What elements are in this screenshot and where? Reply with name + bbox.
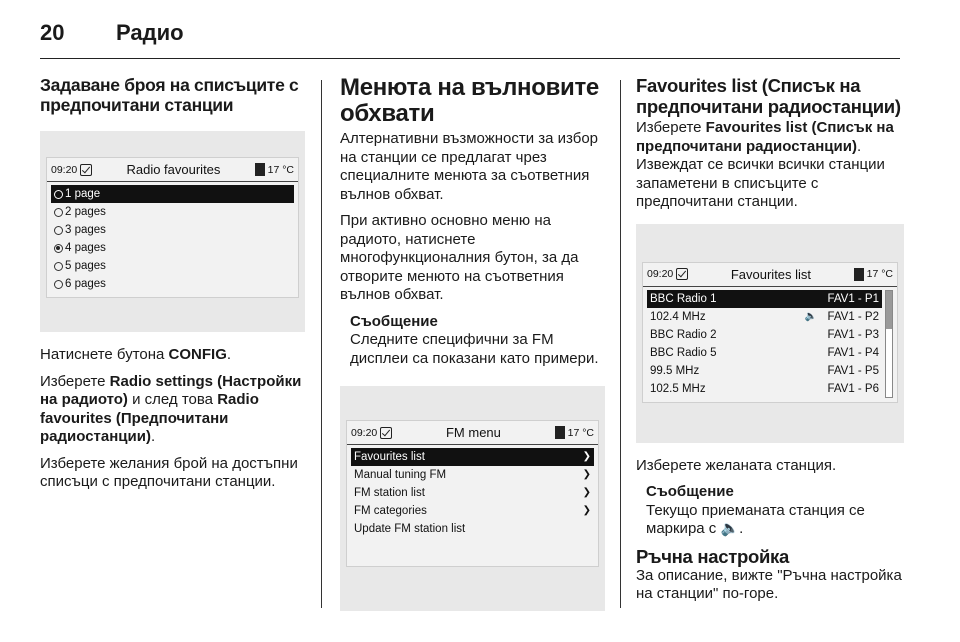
- thermometer-icon: [854, 268, 864, 281]
- thermometer-icon: [555, 426, 565, 439]
- display-screen: [46, 157, 299, 298]
- screen-time: 09:20: [647, 268, 674, 280]
- menu-item[interactable]: FM station list ❯: [351, 484, 594, 502]
- screen-title: Radio favourites: [126, 162, 221, 177]
- radio-icon: [54, 226, 63, 235]
- scrollbar[interactable]: [885, 290, 893, 398]
- column-1: [40, 75, 305, 500]
- radio-icon: [54, 280, 63, 289]
- menu-item[interactable]: FM categories ❯: [351, 502, 594, 520]
- column-divider: [620, 80, 621, 608]
- list-item[interactable]: 3 pages: [51, 221, 294, 239]
- screen-status-bar: [47, 158, 298, 182]
- note-text: Следните специфични за FM дисплеи са показани като примери.: [350, 331, 599, 367]
- station-row[interactable]: BBC Radio 5 FAV1 - P4: [650, 346, 879, 359]
- station-row[interactable]: 102.5 MHz FAV1 - P6: [650, 382, 879, 395]
- speaker-icon: 🔈: [720, 520, 740, 537]
- scrollbar-thumb[interactable]: [886, 291, 892, 329]
- station-row[interactable]: 99.5 MHz FAV1 - P5: [650, 364, 879, 377]
- section-heading-favourites-count: Задаване броя на списъците с предпочитани станции: [40, 75, 299, 115]
- paragraph: При активно основно меню на радиото, натиснете многофункционалния бутон, за да отворите менюто на съответния вълнов обхват.: [340, 212, 579, 303]
- note-box: [636, 483, 904, 539]
- menu-item[interactable]: Manual tuning FM ❯: [351, 466, 594, 484]
- radio-icon: [54, 262, 63, 271]
- column-3: [636, 75, 904, 612]
- thermometer-icon: [255, 163, 265, 176]
- check-icon: [380, 427, 392, 439]
- section-heading-manual-tuning: Ръчна настройка: [636, 545, 790, 567]
- list-item[interactable]: 2 pages: [51, 203, 294, 221]
- section-title: Радио: [116, 20, 184, 45]
- paragraph: Изберете Favourites list (Списък на предпочитани радиостанции). Извеждат се всички всички станции запаметени в списъците с предпочитани станции.: [636, 119, 894, 210]
- screen-status-bar: [643, 263, 897, 287]
- chevron-right-icon: ❯: [582, 469, 591, 480]
- screen-status-bar: [347, 421, 598, 445]
- paragraph: За описание, вижте "Ръчна настройка на станции" по-горе.: [636, 566, 902, 602]
- list-item[interactable]: 4 pages: [51, 239, 294, 257]
- note-box: [340, 313, 605, 369]
- section-heading-band-menus: Менюта на вълновите обхвати: [340, 74, 599, 127]
- chevron-right-icon: ❯: [582, 505, 591, 516]
- paragraph: Алтернативни възможности за избор на станции се предлагат чрез специалните менюта за съответния вълнов обхват.: [340, 130, 599, 203]
- station-row[interactable]: BBC Radio 2 FAV1 - P3: [650, 328, 879, 341]
- radio-selected-icon: [54, 244, 63, 253]
- section-heading-favourites-list: Favourites list (Списък на предпочитани радиостанции): [636, 75, 901, 117]
- screenshot-radio-favourites: [40, 131, 305, 332]
- menu-item[interactable]: Update FM station list: [354, 523, 466, 535]
- radio-icon: [54, 208, 63, 217]
- column-2: [340, 75, 605, 611]
- screen-title: FM menu: [445, 425, 501, 440]
- screen-temperature: 17 °C: [866, 268, 893, 280]
- list-item[interactable]: 6 pages: [51, 275, 294, 293]
- paragraph: Изберете Radio settings (Настройки на радиото) и след това Radio favourites (Предпочитани радиостанции).: [40, 372, 302, 445]
- check-icon: [80, 164, 92, 176]
- header-rule: [40, 58, 900, 59]
- options-list: [47, 182, 298, 297]
- screen-temperature: 17 °C: [567, 426, 594, 439]
- speaker-icon: 🔈: [804, 310, 818, 322]
- screen-time: 09:20: [351, 426, 378, 439]
- radio-icon: [54, 190, 63, 199]
- page-header: [40, 18, 184, 48]
- display-screen: [642, 262, 898, 403]
- page-number: 20: [40, 20, 65, 45]
- chevron-right-icon: ❯: [582, 451, 591, 462]
- menu-item[interactable]: Favourites list ❯: [351, 448, 594, 466]
- note-text: Текущо приеманата станция се маркира с 🔈.: [646, 501, 865, 537]
- screen-temperature: 17 °C: [267, 163, 294, 176]
- list-item[interactable]: 5 pages: [51, 257, 294, 275]
- column-divider: [321, 80, 322, 608]
- menu-list: [347, 445, 598, 566]
- station-list: [643, 287, 897, 402]
- screenshot-favourites-list: [636, 224, 904, 443]
- check-icon: [676, 268, 688, 280]
- paragraph: Натиснете бутона CONFIG.: [40, 346, 232, 363]
- screen-time: 09:20: [51, 163, 78, 176]
- screenshot-fm-menu: [340, 386, 605, 611]
- station-row[interactable]: 102.4 MHz 🔈 FAV1 - P2: [647, 308, 882, 326]
- note-title: Съобщение: [350, 312, 438, 330]
- chevron-right-icon: ❯: [582, 487, 591, 498]
- list-item[interactable]: 1 page: [51, 185, 294, 203]
- screen-title: Favourites list: [730, 266, 812, 282]
- paragraph: Изберете желания брой на достъпни списъци с предпочитани станции.: [40, 454, 298, 490]
- display-screen: [346, 420, 599, 567]
- note-title: Съобщение: [646, 483, 734, 500]
- station-row[interactable]: BBC Radio 1 FAV1 - P1: [647, 290, 882, 308]
- paragraph: Изберете желаната станция.: [636, 456, 837, 474]
